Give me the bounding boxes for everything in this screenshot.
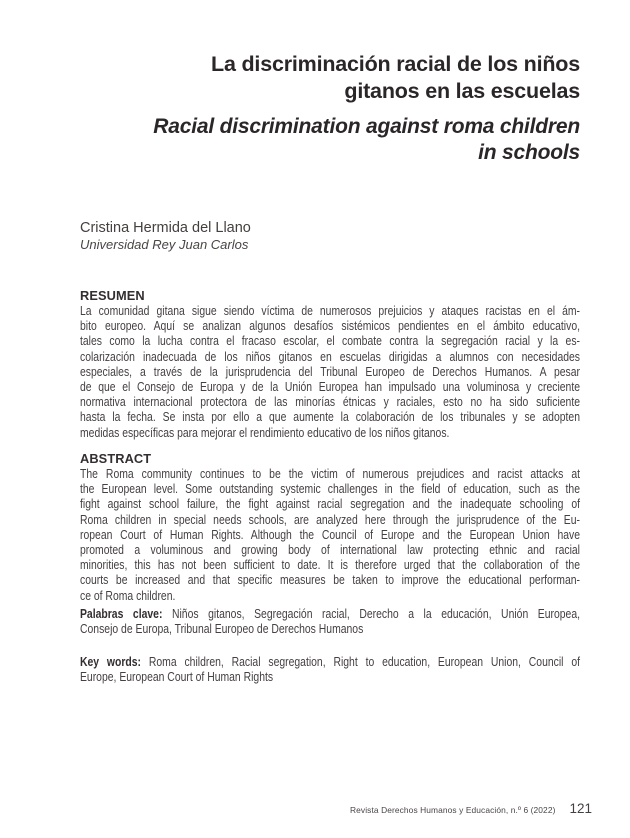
text-line: colarización inadecuada de los niños gitanos en escuelas dirigidas a alumnos con necesidades — [80, 348, 580, 364]
abstract-heading: ABSTRACT — [80, 451, 152, 466]
text-line: Roma children in special needs schools, are analyzed here through the jurisprudence of the Eu- — [80, 511, 580, 527]
text-line: tales como la lucha contra el fracaso escolar, el combate contra la segregación racial y la es- — [80, 333, 580, 349]
resumen-body — [80, 303, 580, 440]
author-block — [80, 219, 580, 253]
page-title — [80, 51, 580, 105]
palabras-clave-line-2: Consejo de Europa, Tribunal Europeo de Derechos Humanos — [80, 621, 364, 637]
key-words-line-2: Europe, European Court of Human Rights — [80, 669, 274, 685]
text-line: La comunidad gitana sigue siendo víctima de numerosos prejuicios y ataques racistas en el ám- — [80, 303, 580, 318]
text-line: ropean Court of Human Rights. Although the Council of Europe and the European Union have — [80, 526, 580, 542]
resumen-section — [80, 288, 580, 440]
abstract-body — [80, 466, 580, 603]
footer-journal-title: Revista Derechos Humanos y Educación, n.º 6 (2022) — [350, 805, 556, 815]
page-footer — [80, 801, 592, 816]
page-title-line-2: gitanos en las escuelas — [344, 79, 580, 103]
text-line: fight against school failure, the fight against racial segregation and the inadequate schooling of — [80, 496, 580, 512]
palabras-clave-line-1 — [80, 606, 580, 621]
text-line: The Roma community continues to be the victim of numerous prejudices and racist attacks at — [80, 466, 580, 481]
key-words-body — [80, 654, 580, 684]
text-line: de que el Consejo de Europa y de la Unión Europea han impulsado una voluminosa y creciente — [80, 379, 580, 395]
palabras-clave-terms: Niños gitanos, Segregación racial, Derecho a la educación, Unión Europea, — [171, 606, 580, 621]
author-name: Cristina Hermida del Llano — [80, 220, 251, 236]
text-line: bito europeo. Aquí se analizan algunos desafíos sistémicos pendientes en el ámbito educativo, — [80, 318, 580, 334]
page-title-line-1: La discriminación racial de los niños — [211, 52, 580, 76]
footer-page-number: 121 — [569, 801, 592, 816]
palabras-clave-section — [80, 606, 580, 636]
title-block — [80, 51, 580, 166]
key-words-section — [80, 654, 580, 684]
palabras-clave-body — [80, 606, 580, 636]
page-title-english-line-1: Racial discrimination against roma children — [153, 115, 580, 138]
text-line: medidas específicas para mejorar el rendimiento educativo de los niños gitanos. — [80, 424, 450, 440]
palabras-clave-label: Palabras clave: — [80, 606, 163, 621]
text-line: promoted a voluminous and growing body of international law protecting ethnic and racial — [80, 542, 580, 558]
text-line: normativa internacional protectora de las minorías étnicas y raciales, esto no ha sido suficiente — [80, 394, 580, 410]
page-title-english-line-2: in schools — [478, 141, 580, 164]
page-title-english — [80, 114, 580, 166]
abstract-section — [80, 451, 580, 603]
author-affiliation: Universidad Rey Juan Carlos — [80, 237, 249, 252]
key-words-line-1 — [80, 654, 580, 669]
text-line: minorities, this has not been sufficient to date. It is therefore urged that the collaboration of the — [80, 557, 580, 573]
text-line: hasta la fecha. Se insta por ello a que aumente la colaboración de los tribunales y se adopten — [80, 409, 580, 425]
key-words-terms: Roma children, Racial segregation, Right to education, European Union, Council of — [148, 654, 580, 669]
key-words-label: Key words: — [80, 654, 142, 669]
text-line: courts be increased and that specific measures be taken to improve the educational performan- — [80, 572, 580, 588]
text-line: especiales, a través de la jurisprudencia del Tribunal Europeo de Derechos Humanos. A pesar — [80, 363, 580, 379]
text-line: ce of Roma children. — [80, 587, 176, 603]
text-line: the European level. Some outstanding systemic challenges in the field of education, such as the — [80, 481, 580, 497]
resumen-heading: RESUMEN — [80, 288, 145, 303]
